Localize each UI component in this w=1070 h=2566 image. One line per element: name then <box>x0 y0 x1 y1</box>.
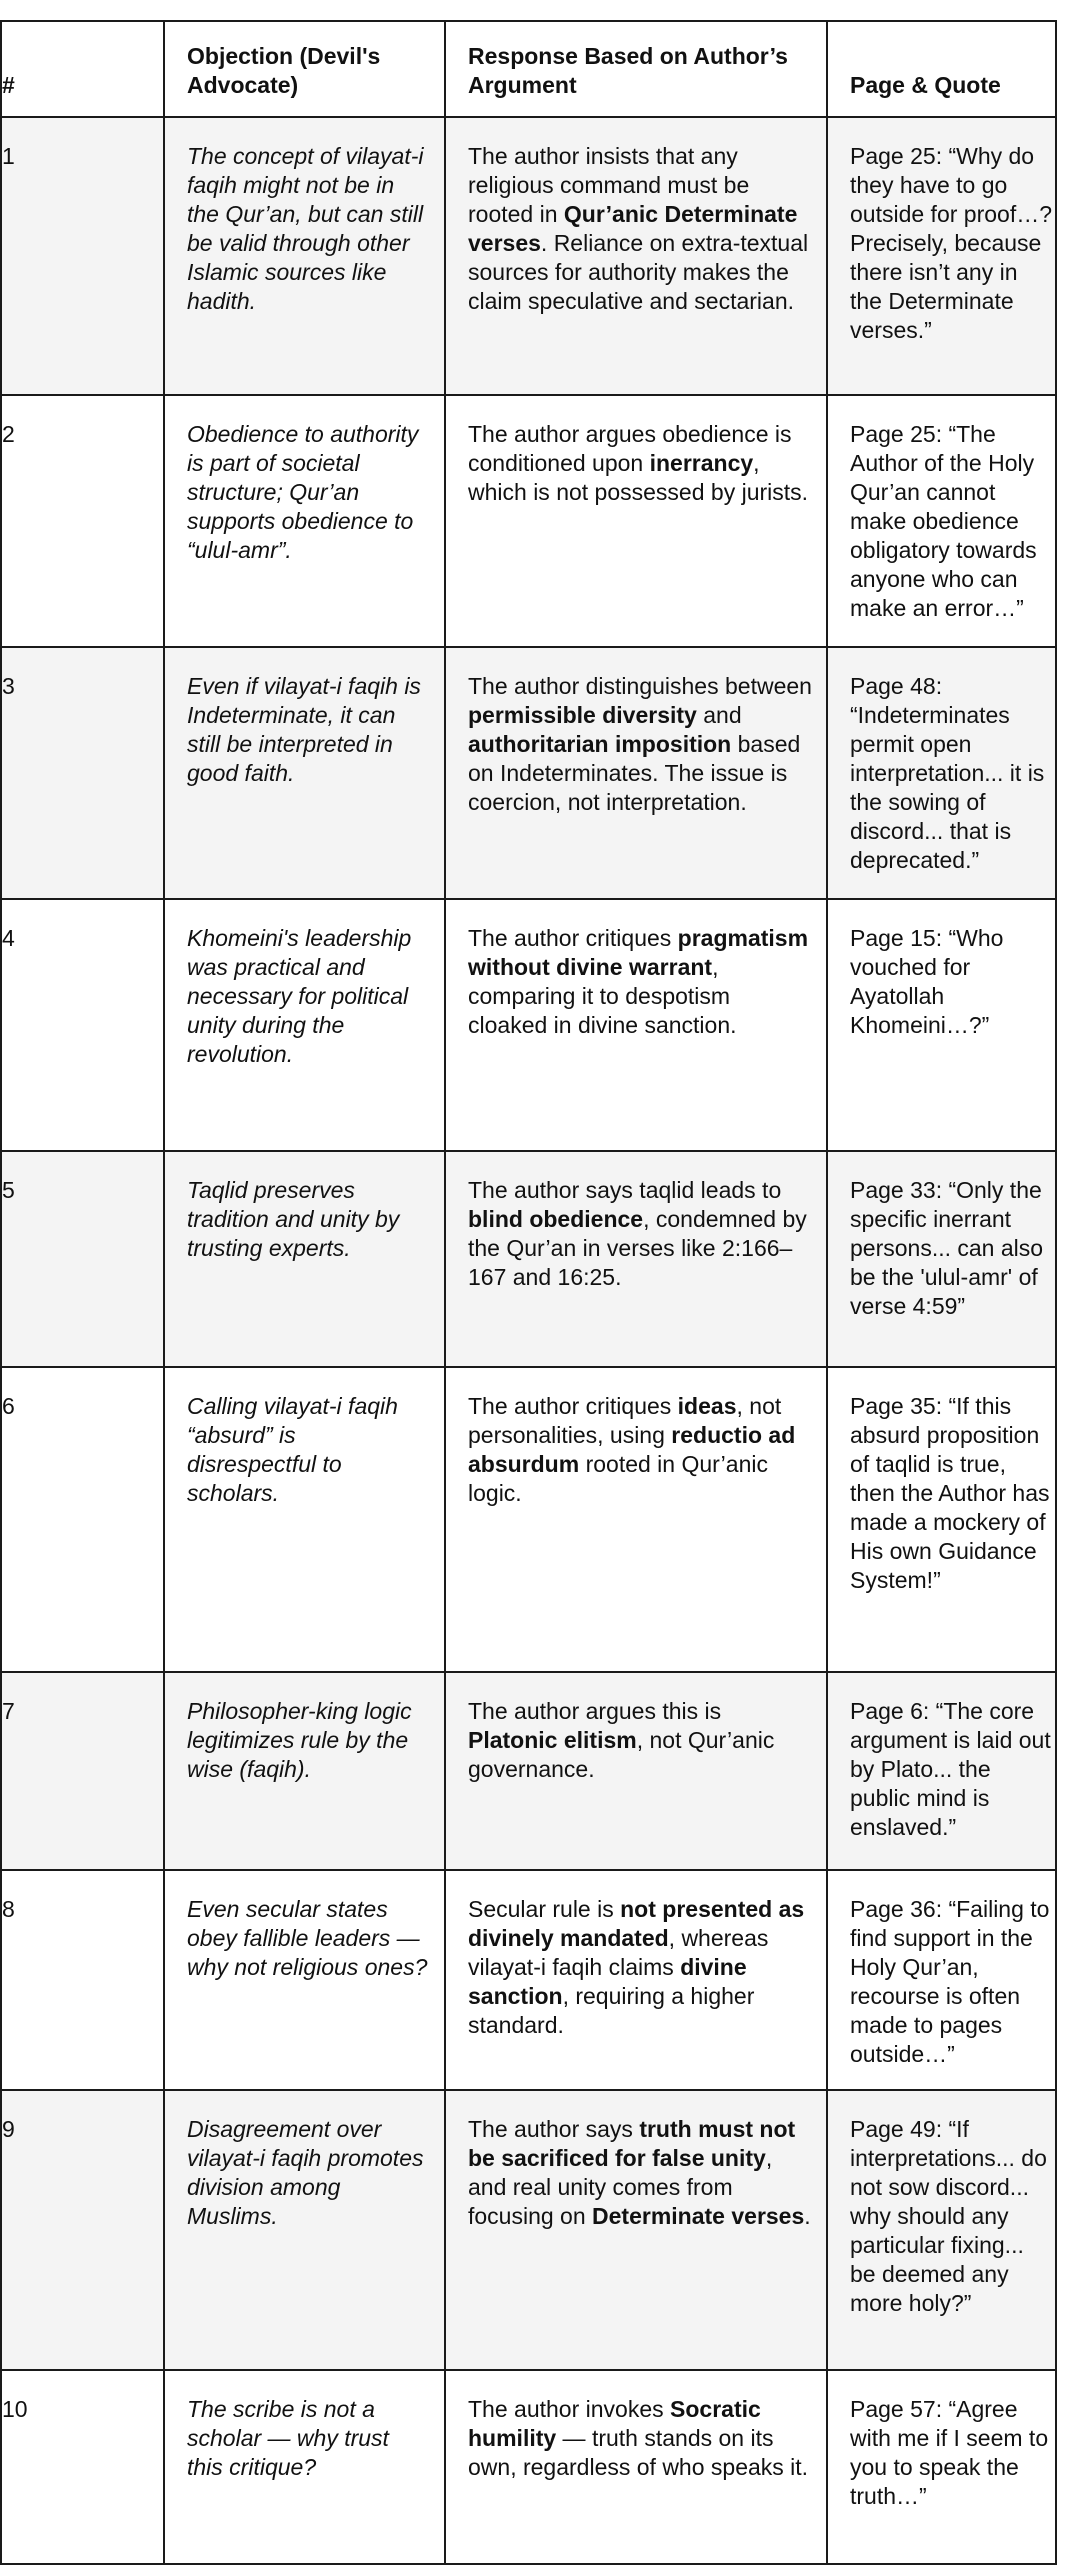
table-row <box>1 1870 1056 2090</box>
response-emphasis: inerrancy <box>649 450 754 476</box>
page-quote-cell: Page 57: “Agree with me if I seem to you to speak the truth…” <box>827 2370 1056 2564</box>
response-text: , comparing it to despotism cloaked in divine sanction. <box>468 954 737 1038</box>
response-emphasis: permissible diversity <box>468 702 697 728</box>
row-number: 3 <box>1 647 164 899</box>
response-text: The author critiques <box>468 925 678 951</box>
response-cell <box>445 1870 827 2090</box>
page-quote-cell: Page 36: “Failing to find support in the Holy Qur’an, recourse is often made to pages outside…” <box>827 1870 1056 2090</box>
header-num: # <box>1 21 164 117</box>
page-quote-cell: Page 49: “If interpretations... do not sow discord... why should any particular fixing... be deemed any more holy?” <box>827 2090 1056 2370</box>
row-number: 9 <box>1 2090 164 2370</box>
response-text: , condemned by the Qur’an in verses like 2:166–167 and 16:25. <box>468 1206 807 1290</box>
header-response: Response Based on Author’s Argument <box>445 21 827 117</box>
objections-table <box>0 20 1057 2565</box>
response-emphasis: not presented as divinely mandated <box>468 1896 805 1951</box>
response-text: based on Indeterminates. The issue is coercion, not interpretation. <box>468 731 801 815</box>
row-number: 10 <box>1 2370 164 2564</box>
response-cell <box>445 899 827 1151</box>
response-emphasis: Qur’anic Determinate verses <box>468 201 798 256</box>
row-number: 2 <box>1 395 164 647</box>
response-text: , which is not possessed by jurists. <box>468 450 809 505</box>
table-row <box>1 395 1056 647</box>
table-row <box>1 1151 1056 1367</box>
response-cell <box>445 1367 827 1672</box>
objection-cell: Even if vilayat-i faqih is Indeterminate, it can still be interpreted in good faith. <box>164 647 445 899</box>
table-row <box>1 2090 1056 2370</box>
response-text: , whereas vilayat-i faqih claims <box>468 1925 769 1980</box>
header-row <box>1 21 1056 117</box>
objection-cell: Khomeini's leadership was practical and necessary for political unity during the revolution. <box>164 899 445 1151</box>
response-emphasis: Platonic elitism <box>468 1727 637 1753</box>
response-text: . <box>804 2203 811 2229</box>
table-row <box>1 647 1056 899</box>
table-body <box>1 117 1056 2564</box>
objection-cell: Calling vilayat-i faqih “absurd” is disrespectful to scholars. <box>164 1367 445 1672</box>
response-text: Secular rule is <box>468 1896 621 1922</box>
response-text: The author invokes <box>468 2396 671 2422</box>
response-emphasis: Determinate verses <box>592 2203 805 2229</box>
table-row <box>1 2370 1056 2564</box>
response-emphasis: divine sanction <box>468 1954 747 2009</box>
response-text: — truth stands on its own, regardless of who speaks it. <box>468 2425 809 2480</box>
response-text: The author distinguishes between <box>468 673 812 699</box>
response-text: , and real unity comes from focusing on <box>468 2145 773 2229</box>
response-cell <box>445 1151 827 1367</box>
response-cell <box>445 117 827 395</box>
table-row <box>1 899 1056 1151</box>
table-row <box>1 117 1056 395</box>
response-text: The author says <box>468 2116 640 2142</box>
header-page-quote: Page & Quote <box>827 21 1056 117</box>
response-text: The author argues this is <box>468 1698 722 1724</box>
row-number: 7 <box>1 1672 164 1870</box>
response-emphasis: reductio ad absurdum <box>468 1422 796 1477</box>
page-quote-cell: Page 25: “The Author of the Holy Qur’an cannot make obedience obligatory towards anyone who can make an error…” <box>827 395 1056 647</box>
response-text: The author argues obedience is conditioned upon <box>468 421 792 476</box>
response-text: The author says taqlid leads to <box>468 1177 782 1203</box>
response-emphasis: blind obedience <box>468 1206 644 1232</box>
response-text: and <box>696 702 742 728</box>
response-emphasis: truth must not be sacrificed for false unity <box>468 2116 796 2171</box>
objection-cell: The scribe is not a scholar — why trust this critique? <box>164 2370 445 2564</box>
response-cell <box>445 1672 827 1870</box>
objection-cell: Even secular states obey fallible leaders — why not religious ones? <box>164 1870 445 2090</box>
response-emphasis: Socratic humility <box>468 2396 761 2451</box>
row-number: 1 <box>1 117 164 395</box>
response-emphasis: pragmatism without divine warrant <box>468 925 809 980</box>
response-text: , not personalities, using <box>468 1393 782 1448</box>
response-emphasis: authoritarian imposition <box>468 731 732 757</box>
response-text: , requiring a higher standard. <box>468 1983 755 2038</box>
page-quote-cell: Page 6: “The core argument is laid out by Plato... the public mind is enslaved.” <box>827 1672 1056 1870</box>
header-objection: Objection (Devil's Advocate) <box>164 21 445 117</box>
response-cell <box>445 647 827 899</box>
row-number: 8 <box>1 1870 164 2090</box>
table-row <box>1 1672 1056 1870</box>
objection-cell: Disagreement over vilayat-i faqih promotes division among Muslims. <box>164 2090 445 2370</box>
objection-cell: The concept of vilayat-i faqih might not be in the Qur’an, but can still be valid through other Islamic sources like hadith. <box>164 117 445 395</box>
row-number: 6 <box>1 1367 164 1672</box>
response-cell <box>445 2370 827 2564</box>
objection-cell: Taqlid preserves tradition and unity by trusting experts. <box>164 1151 445 1367</box>
response-emphasis: ideas <box>677 1393 737 1419</box>
objection-cell: Philosopher-king logic legitimizes rule by the wise (faqih). <box>164 1672 445 1870</box>
page-quote-cell: Page 33: “Only the specific inerrant persons... can also be the 'ulul-amr' of verse 4:59” <box>827 1151 1056 1367</box>
page-quote-cell: Page 35: “If this absurd proposition of taqlid is true, then the Author has made a mockery of His own Guidance System!” <box>827 1367 1056 1672</box>
row-number: 5 <box>1 1151 164 1367</box>
response-text: , not Qur’anic governance. <box>468 1727 775 1782</box>
page-quote-cell: Page 25: “Why do they have to go outside for proof…? Precisely, because there isn’t any in the Determinate verses.” <box>827 117 1056 395</box>
response-text: rooted in Qur’anic logic. <box>468 1451 768 1506</box>
row-number: 4 <box>1 899 164 1151</box>
response-text: . Reliance on extra-textual sources for authority makes the claim speculative and sectarian. <box>468 230 809 314</box>
response-text: The author insists that any religious command must be rooted in <box>468 143 750 227</box>
page-quote-cell: Page 15: “Who vouched for Ayatollah Khomeini…?” <box>827 899 1056 1151</box>
response-cell <box>445 395 827 647</box>
objection-cell: Obedience to authority is part of societal structure; Qur’an supports obedience to “ulul-amr”. <box>164 395 445 647</box>
response-text: The author critiques <box>468 1393 678 1419</box>
page-quote-cell: Page 48: “Indeterminates permit open interpretation... it is the sowing of discord... that is deprecated.” <box>827 647 1056 899</box>
table-row <box>1 1367 1056 1672</box>
response-cell <box>445 2090 827 2370</box>
